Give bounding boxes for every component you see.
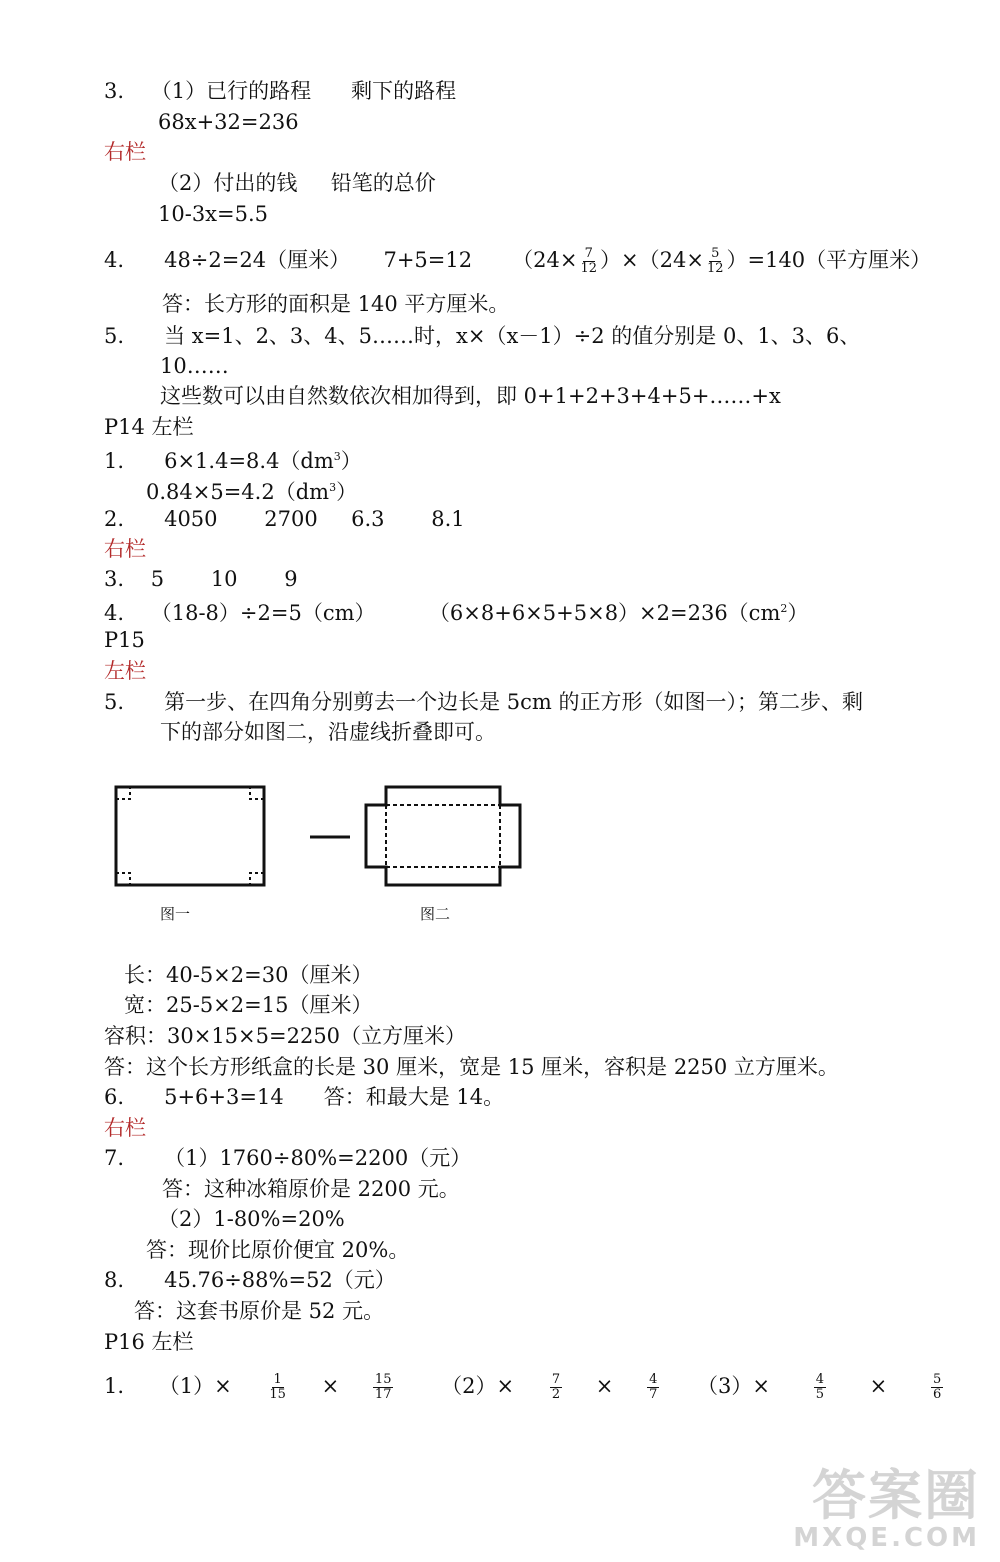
fraction: $\frac{4}{5}$ [815, 1372, 824, 1402]
watermark-title: 答案圈 [812, 1464, 980, 1527]
q8-answer: 答：这套书原价是 52 元。 [134, 1299, 385, 1323]
part-label: （2）× [441, 1374, 515, 1398]
corner-cut-lines [116, 787, 264, 885]
length-calc: 长：40-5×2=30（厘米） [124, 963, 373, 987]
box-net-outline [366, 787, 520, 885]
width-calc: 宽：25-5×2=15（厘米） [124, 993, 373, 1017]
q4-text-a: 4. 48÷2=24（厘米） 7+5=12 （24× [104, 248, 578, 272]
fraction: $\frac{7}{12}$ [580, 246, 598, 276]
p14-q1-line1: 1. $6\times 1.4=8.4(dm^3)$ [104, 449, 362, 473]
fraction: $\frac{4}{7}$ [649, 1372, 658, 1402]
fraction: $\frac{5}{12}$ [706, 246, 724, 276]
q5-answer: 答：这个长方形纸盒的长是 30 厘米，宽是 15 厘米，容积是 2250 立方厘米。 [104, 1055, 839, 1079]
figure-two-caption: 图二 [420, 905, 451, 923]
q5-line1: 5. 当 x=1、2、3、4、5……时，x×（x－1）÷2 的值分别是 0、1、3、6、 [104, 324, 861, 348]
q6-line: 6. 5+6+3=14 答：和最大是 14。 [104, 1085, 505, 1109]
q4-line [104, 246, 931, 276]
p16-heading: P16 左栏 [104, 1330, 194, 1354]
cross-mark: × [595, 1374, 614, 1398]
q3-part2-equation: 10-3x=5.5 [158, 202, 269, 226]
watermark-url: MXQE.COM [793, 1523, 980, 1553]
q3-part2-header: （2）付出的钱 铅笔的总价 [158, 171, 436, 195]
p14-q1-line2: $0.84\times 5=4.2(dm^3)$ [146, 480, 358, 504]
right-column-label: 右栏 [104, 1116, 146, 1140]
q-number: 1. [104, 1374, 125, 1398]
q4-text-c: ）=140（平方厘米） [726, 248, 932, 272]
cross-mark: × [321, 1374, 340, 1398]
fold-lines [386, 805, 500, 867]
cross-mark: × [869, 1374, 888, 1398]
left-column-label: 左栏 [104, 659, 146, 683]
p14-q2: 2. 4050 2700 6.3 8.1 [104, 507, 465, 531]
watermark-logo [793, 1464, 980, 1553]
q7-answer1: 答：这种冰箱原价是 2200 元。 [162, 1177, 460, 1201]
right-column-label: 右栏 [104, 140, 146, 164]
figure-one [100, 775, 280, 900]
q8-line: 8. 45.76÷88%=52（元） [104, 1268, 396, 1292]
figure-one-caption: 图一 [160, 905, 191, 923]
q5-line3: 这些数可以由自然数依次相加得到，即 0+1+2+3+4+5+……+x [160, 384, 781, 408]
part-label: （1）× [158, 1374, 232, 1398]
arrow-line [308, 832, 352, 842]
p15-q5-line1: 5. 第一步、在四角分别剪去一个边长是 5cm 的正方形（如图一）；第二步、剩 [104, 690, 863, 714]
p14-heading: P14 左栏 [104, 415, 194, 439]
figure-two [360, 775, 530, 900]
p14-q3: 3. 5 10 9 [104, 567, 298, 591]
fraction: $\frac{5}{6}$ [932, 1372, 942, 1402]
q7-part1: 7. （1）1760÷80%=2200（元） [104, 1146, 472, 1170]
p15-q5-line2: 下的部分如图二，沿虚线折叠即可。 [160, 720, 496, 744]
fraction: $\frac{15}{17}$ [374, 1372, 392, 1402]
cardboard-rectangle [116, 787, 264, 885]
q3-header: 3. （1）已行的路程 剩下的路程 [104, 79, 457, 103]
q7-answer2: 答：现价比原价便宜 20%。 [146, 1238, 410, 1262]
q3-equation: 68x+32=236 [158, 110, 299, 134]
q4-text-b: ）×（24× [600, 248, 704, 272]
q5-line2: 10…… [160, 354, 229, 378]
q7-part2: （2）1-80%=20% [158, 1207, 345, 1231]
q4-answer: 答：长方形的面积是 140 平方厘米。 [162, 292, 510, 316]
right-column-label: 右栏 [104, 537, 146, 561]
fraction: $\frac{1}{15}$ [269, 1372, 286, 1402]
p15-heading: P15 [104, 628, 145, 652]
p16-q1-row [104, 1368, 944, 1404]
p14-q4: 4. （18-8）÷2=5（cm） $(6\times 8+6\times 5+5\times 8)\times 2=236(cm^2)$ [104, 601, 809, 625]
volume-calc: 容积：30×15×5=2250（立方厘米） [104, 1024, 467, 1048]
part-label: （3）× [697, 1374, 771, 1398]
fraction: $\frac{7}{2}$ [551, 1372, 561, 1402]
